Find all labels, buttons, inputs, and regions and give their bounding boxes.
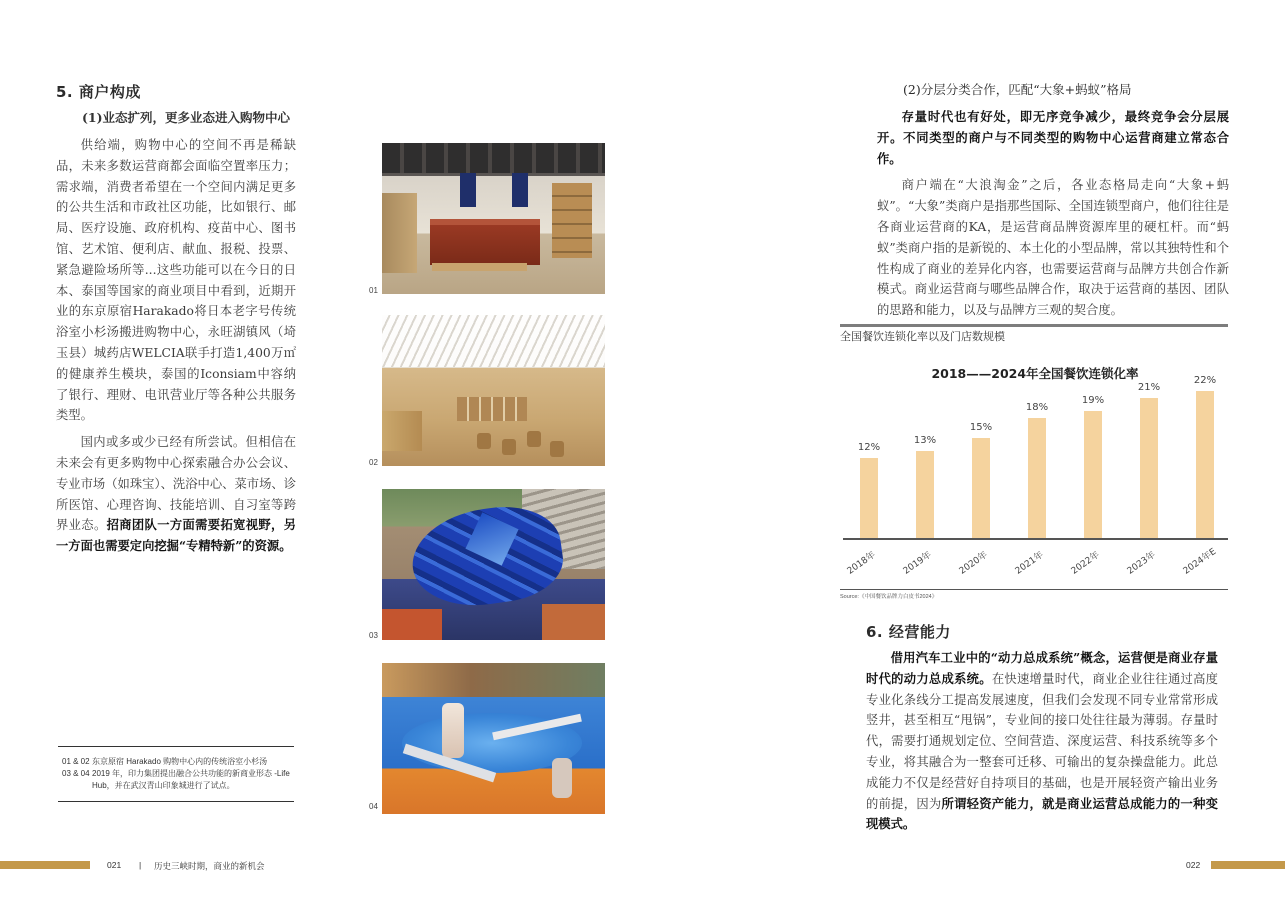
photo-whale-playground: [382, 489, 605, 640]
photo-reception-counter: [382, 143, 605, 294]
chart-bottom-rule: [840, 589, 1228, 590]
caption-row-1: 01 & 02 东京原宿 Harakado 购物中心内的传统浴室小杉汤: [62, 757, 268, 766]
right-body-1: [877, 107, 1229, 321]
chart-x-axis: [843, 538, 1228, 540]
photo-label-04: 04: [369, 802, 378, 811]
right-paragraph-2: 商户端在“大浪淘金”之后，各业态格局走向“大象+蚂蚁”。“大象”类商户是指那些国际、全国连锁型商户，他们往往是各商业运营商的KA，是运营商品牌资源库里的硬杠杆。而“蚂蚁”类商户指的是新锐的、本土化的小型品牌，常以其独特性和个性构成了商业的差异化内容，也需要运营商与品牌方共创合作新模式。商业运营商与哪些品牌合作，取决于运营商的基因、团队的思路和能力，以及与品牌方三观的契合度。: [877, 178, 1229, 318]
photo-label-01: 01: [369, 286, 378, 295]
footer-accent-bar-right: [1211, 861, 1285, 869]
chart-category-label-6: 2023年: [1125, 550, 1158, 577]
right-paragraph-3: 借用汽车工业中的“动力总成系统”概念，运营便是商业存量时代的动力总成系统。在快速增量时代，商业企业往往通过高度专业化条线分工提高发展速度，但我们会发现不同专业常常形成竖井，甚至相互“甩锅”，专业间的接口处往往最为薄弱。存量时代，需要打通规划定位、空间营造、深度运营、科技系统等多个专业，将其融合为一整套可迁移、可输出的复杂操盘能力。此总成能力不仅是经营好自持项目的基础，也是开展轻资产输出业务的前提，因为所谓轻资产能力，就是商业运营总成能力的一种变现模式。: [866, 650, 1218, 832]
chart-header: 全国餐饮连锁化率以及门店数规模: [840, 330, 1005, 343]
chart-title: 2018——2024年全国餐饮连锁化率: [931, 366, 1139, 381]
chart-top-rule: [840, 324, 1228, 327]
chart-category-label-4: 2021年: [1013, 550, 1046, 577]
chart-category-label-7: 2024年E: [1181, 546, 1219, 577]
photo-wooden-hall: [382, 315, 605, 466]
chart-bar-5: [1084, 411, 1102, 538]
chart-bar-4: [1028, 418, 1046, 538]
left-paragraph-1: 供给端，购物中心的空间不再是稀缺品，未来多数运营商都会面临空置率压力；需求端，消费者希望在一个空间内满足更多的公共生活和市政社区功能，比如银行、邮局、医疗设施、政府机构、疫苗中心、图书馆、艺术馆、便利店、献血、报税、投票、紧急避险场所等...这些功能可以在今日的日本、泰国等国家的商业项目中看到，近期开业的东京原宿Harakado将日本老字号传统浴室小杉汤搬进购物中心，永旺湖镇风（埼玉县）城药店WELCIA联手打造1,400万㎡的健康养生模块，泰国的Iconsiam中容纳了银行、理财、电讯营业厅等各种公共服务类型。: [56, 138, 296, 423]
footer-page-number-left: 021: [107, 860, 122, 870]
left-body: [56, 135, 296, 557]
right-paragraph-1: 存量时代也有好处，即无序竞争减少，最终竞争会分层展开。不同类型的商户与不同类型的购物中心运营商建立常态合作。: [877, 109, 1229, 166]
footer-accent-bar-left: [0, 861, 90, 869]
caption-row-2: 03 & 04 2019 年，印力集团提出融合公共功能的新商业形态 -Life Hub，并在武汉青山印象城进行了试点。: [62, 769, 290, 790]
chart-source: Source:《中国餐饮品牌力白皮书2024》: [840, 594, 938, 600]
chart-value-label-5: 19%: [1081, 395, 1105, 407]
chart-bar-6: [1140, 398, 1158, 538]
photo-caption: [58, 746, 294, 802]
chart-category-label-3: 2020年: [957, 550, 990, 577]
photo-label-02: 02: [369, 458, 378, 467]
left-paragraph-2-bold: 招商团队一方面需要拓宽视野，另一方面也需要定向挖掘“专精特新”的资源。: [56, 517, 296, 554]
chart-bar-7: [1196, 391, 1214, 538]
photo-label-03: 03: [369, 631, 378, 640]
subtitle-layered-cooperation: (2)分层分类合作，匹配“大象+蚂蚁”格局: [903, 82, 1132, 97]
chart-value-label-7: 22%: [1193, 375, 1217, 387]
footer-separator: |: [139, 860, 142, 870]
footer-page-number-right: 022: [1186, 860, 1201, 870]
chart-value-label-4: 18%: [1025, 402, 1049, 413]
right-body-2: [866, 648, 1218, 835]
chart-bar-3: [972, 438, 990, 538]
chart-value-label-2: 13%: [913, 435, 937, 447]
chart-value-label-1: 12%: [857, 442, 881, 453]
section-title-merchant-composition: 5. 商户构成: [56, 83, 141, 101]
chart-category-label-2: 2019年: [901, 550, 934, 577]
left-paragraph-2: 国内或多或少已经有所尝试。但相信在未来会有更多购物中心探索融合办公会议、专业市场（如珠宝）、洗浴中心、菜市场、诊所医馆、心理咨询、技能培训、自习室等跨界业态。招商团队一方面需要拓宽视野，另一方面也需要定向挖掘“专精特新”的资源。: [56, 435, 296, 554]
chart-value-label-3: 15%: [969, 422, 993, 433]
subtitle-format-expansion: (1)业态扩列，更多业态进入购物中心: [82, 110, 291, 125]
chart-category-label-5: 2022年: [1069, 550, 1102, 577]
photo-kids-plaza: [382, 663, 605, 814]
chart-bar-2: [916, 451, 934, 538]
footer-chapter-title: 历史三峡时期，商业的新机会: [154, 861, 265, 871]
chart-bar-1: [860, 458, 878, 538]
chart-value-label-6: 21%: [1137, 382, 1161, 393]
section-title-operating-capability: 6. 经营能力: [866, 623, 951, 641]
chart-category-label-1: 2018年: [845, 550, 878, 577]
